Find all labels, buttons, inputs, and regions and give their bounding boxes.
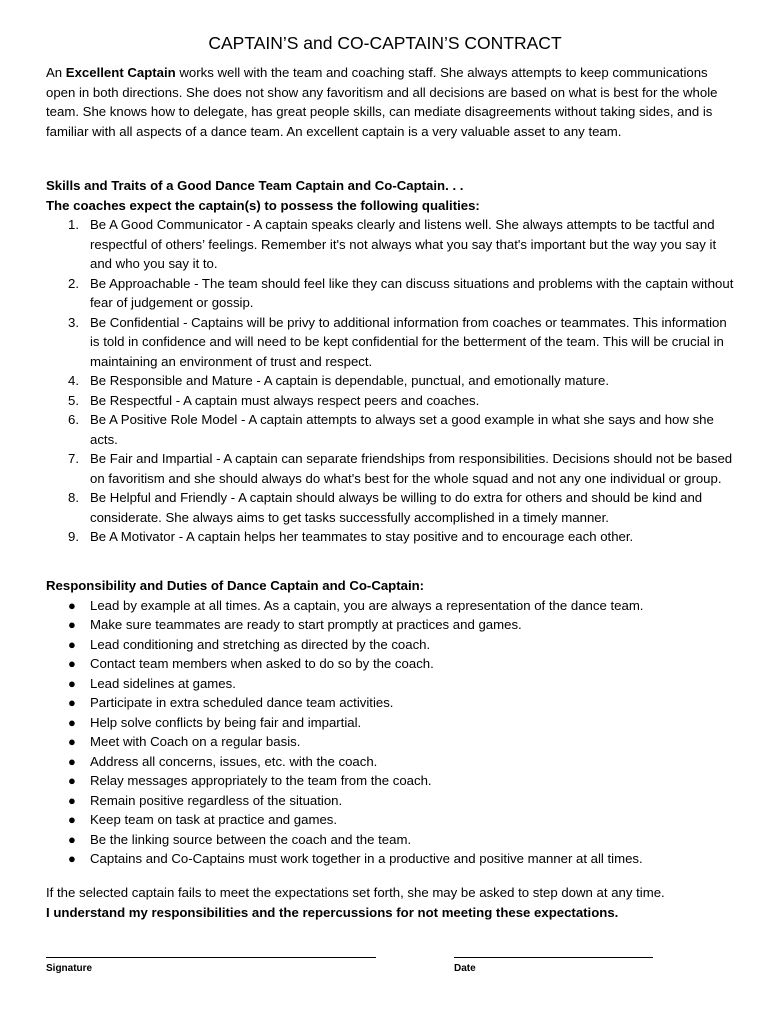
- duty-item: [46, 615, 736, 635]
- quality-text: Be A Positive Role Model - A captain attempts to always set a good example in what she says and how she acts.: [90, 412, 714, 447]
- duty-text: Captains and Co-Captains must work together in a productive and positive manner at all times.: [90, 851, 643, 866]
- duty-text: Relay messages appropriately to the team from the coach.: [90, 773, 432, 788]
- quality-item: [46, 391, 736, 411]
- quality-item: [46, 371, 736, 391]
- duty-text: Lead by example at all times. As a captain, you are always a representation of the dance team.: [90, 597, 644, 613]
- duty-item: [46, 791, 736, 811]
- date-label: Date: [454, 963, 476, 974]
- closing-section: [46, 883, 736, 922]
- quality-item: [46, 410, 736, 449]
- acknowledgement-statement: I understand my responsibilities and the repercussions for not meeting these expectations.: [46, 904, 619, 920]
- duties-list: [46, 596, 736, 869]
- quality-text: Be Confidential - Captains will be privy to additional information from coaches or teammates. This information is told in confidence and will need to be kept confidential for the betterment of the team. This will be crucial in maintaining an environment of trust and respect.: [90, 314, 727, 369]
- duties-heading: Responsibility and Duties of Dance Captain and Co-Captain:: [46, 578, 425, 593]
- quality-item: [46, 449, 736, 488]
- bullet-icon: ●: [68, 656, 76, 671]
- quality-number: 6.: [68, 412, 79, 427]
- duty-item: [46, 654, 736, 674]
- duty-item: [46, 674, 736, 694]
- duty-text: Remain positive regardless of the situation.: [90, 792, 343, 808]
- quality-item: [46, 313, 736, 372]
- document-title: CAPTAIN’S and CO-CAPTAIN’S CONTRACT: [208, 33, 562, 53]
- intro-bold-term: Excellent Captain: [65, 65, 176, 80]
- duty-text: Lead sidelines at games.: [90, 675, 236, 691]
- quality-item: [46, 274, 736, 313]
- quality-item: [46, 215, 736, 274]
- quality-text: Be A Motivator - A captain helps her teammates to stay positive and to encourage each other.: [90, 529, 634, 544]
- duty-item: [46, 752, 736, 772]
- intro-prefix: An: [46, 65, 66, 80]
- duty-item: [46, 810, 736, 830]
- duty-text: Be the linking source between the coach and the team.: [90, 831, 412, 847]
- intro-rest: works well with the team and coaching staff. She always attempts to keep communications open in both directions. She does not show any favoritism and all decisions are based on what is best for the whole team. She knows how to delegate, has great people skills, can mediate disagreements without taking sides, and is familiar with all aspects of a dance team. An excellent captain is a very valuable asset to any team.: [46, 65, 718, 139]
- bullet-icon: ●: [68, 812, 76, 827]
- duty-item: [46, 830, 736, 850]
- duty-item: [46, 635, 736, 655]
- duty-item: [46, 596, 736, 616]
- bullet-icon: ●: [68, 734, 76, 749]
- duty-item: [46, 849, 736, 869]
- duty-item: [46, 771, 736, 791]
- duties-section: [46, 576, 736, 869]
- qualities-heading: The coaches expect the captain(s) to possess the following qualities:: [46, 197, 480, 213]
- skills-heading: Skills and Traits of a Good Dance Team Captain and Co-Captain. . .: [46, 178, 464, 193]
- quality-text: Be Responsible and Mature - A captain is dependable, punctual, and emotionally mature.: [90, 373, 610, 388]
- closing-statement: If the selected captain fails to meet the expectations set forth, she may be asked to step down at any time.: [46, 885, 665, 900]
- quality-number: 4.: [68, 373, 79, 388]
- quality-text: Be Fair and Impartial - A captain can separate friendships from responsibilities. Decisions should not be based on favoritism and she should always do what's best for the whole squad and not any one individual or group.: [90, 451, 733, 486]
- bullet-icon: ●: [68, 851, 76, 866]
- duty-item: [46, 732, 736, 752]
- quality-text: Be Approachable - The team should feel like they can discuss situations and problems with the captain without fear of judgement or gossip.: [90, 275, 734, 310]
- quality-item: [46, 527, 736, 547]
- quality-text: Be A Good Communicator - A captain speaks clearly and listens well. She always attempts to be tactful and respectful of others’ feelings. Remember it's not always what you say that's important but the way you say it and who you say it to.: [90, 217, 717, 271]
- bullet-icon: ●: [68, 675, 76, 691]
- bullet-icon: ●: [68, 792, 76, 808]
- duty-item: [46, 713, 736, 733]
- quality-number: 8.: [68, 490, 79, 505]
- quality-text: Be Helpful and Friendly - A captain should always be willing to do extra for others and should be kind and considerate. She always aims to get tasks successfully accomplished in a timely manner.: [90, 490, 703, 525]
- duty-text: Contact team members when asked to do so by the coach.: [90, 656, 434, 671]
- quality-number: 9.: [68, 529, 79, 544]
- skills-section: [46, 176, 736, 547]
- bullet-icon: ●: [68, 636, 76, 652]
- bullet-icon: ●: [68, 773, 76, 788]
- duty-text: Participate in extra scheduled dance team activities.: [90, 695, 394, 710]
- signature-label: Signature: [46, 963, 93, 974]
- bullet-icon: ●: [68, 753, 76, 769]
- bullet-icon: ●: [68, 597, 76, 613]
- quality-number: 7.: [68, 451, 79, 466]
- quality-number: 5.: [68, 392, 79, 408]
- duty-text: Meet with Coach on a regular basis.: [90, 734, 301, 749]
- duty-text: Make sure teammates are ready to start promptly at practices and games.: [90, 617, 522, 632]
- quality-item: [46, 488, 736, 527]
- duty-text: Help solve conflicts by being fair and impartial.: [90, 714, 362, 730]
- duty-item: [46, 693, 736, 713]
- duty-text: Keep team on task at practice and games.: [90, 812, 338, 827]
- qualities-list: [46, 215, 736, 547]
- duty-text: Address all concerns, issues, etc. with the coach.: [90, 753, 378, 769]
- intro-paragraph: [46, 63, 736, 141]
- bullet-icon: ●: [68, 617, 76, 632]
- bullet-icon: ●: [68, 714, 76, 730]
- quality-number: 2.: [68, 275, 79, 291]
- quality-number: 3.: [68, 314, 79, 330]
- bullet-icon: ●: [68, 695, 76, 710]
- date-line[interactable]: [454, 957, 653, 958]
- bullet-icon: ●: [68, 831, 76, 847]
- signature-line[interactable]: [46, 957, 376, 958]
- quality-number: 1.: [68, 217, 79, 232]
- duty-text: Lead conditioning and stretching as directed by the coach.: [90, 636, 431, 652]
- quality-text: Be Respectful - A captain must always respect peers and coaches.: [90, 392, 480, 408]
